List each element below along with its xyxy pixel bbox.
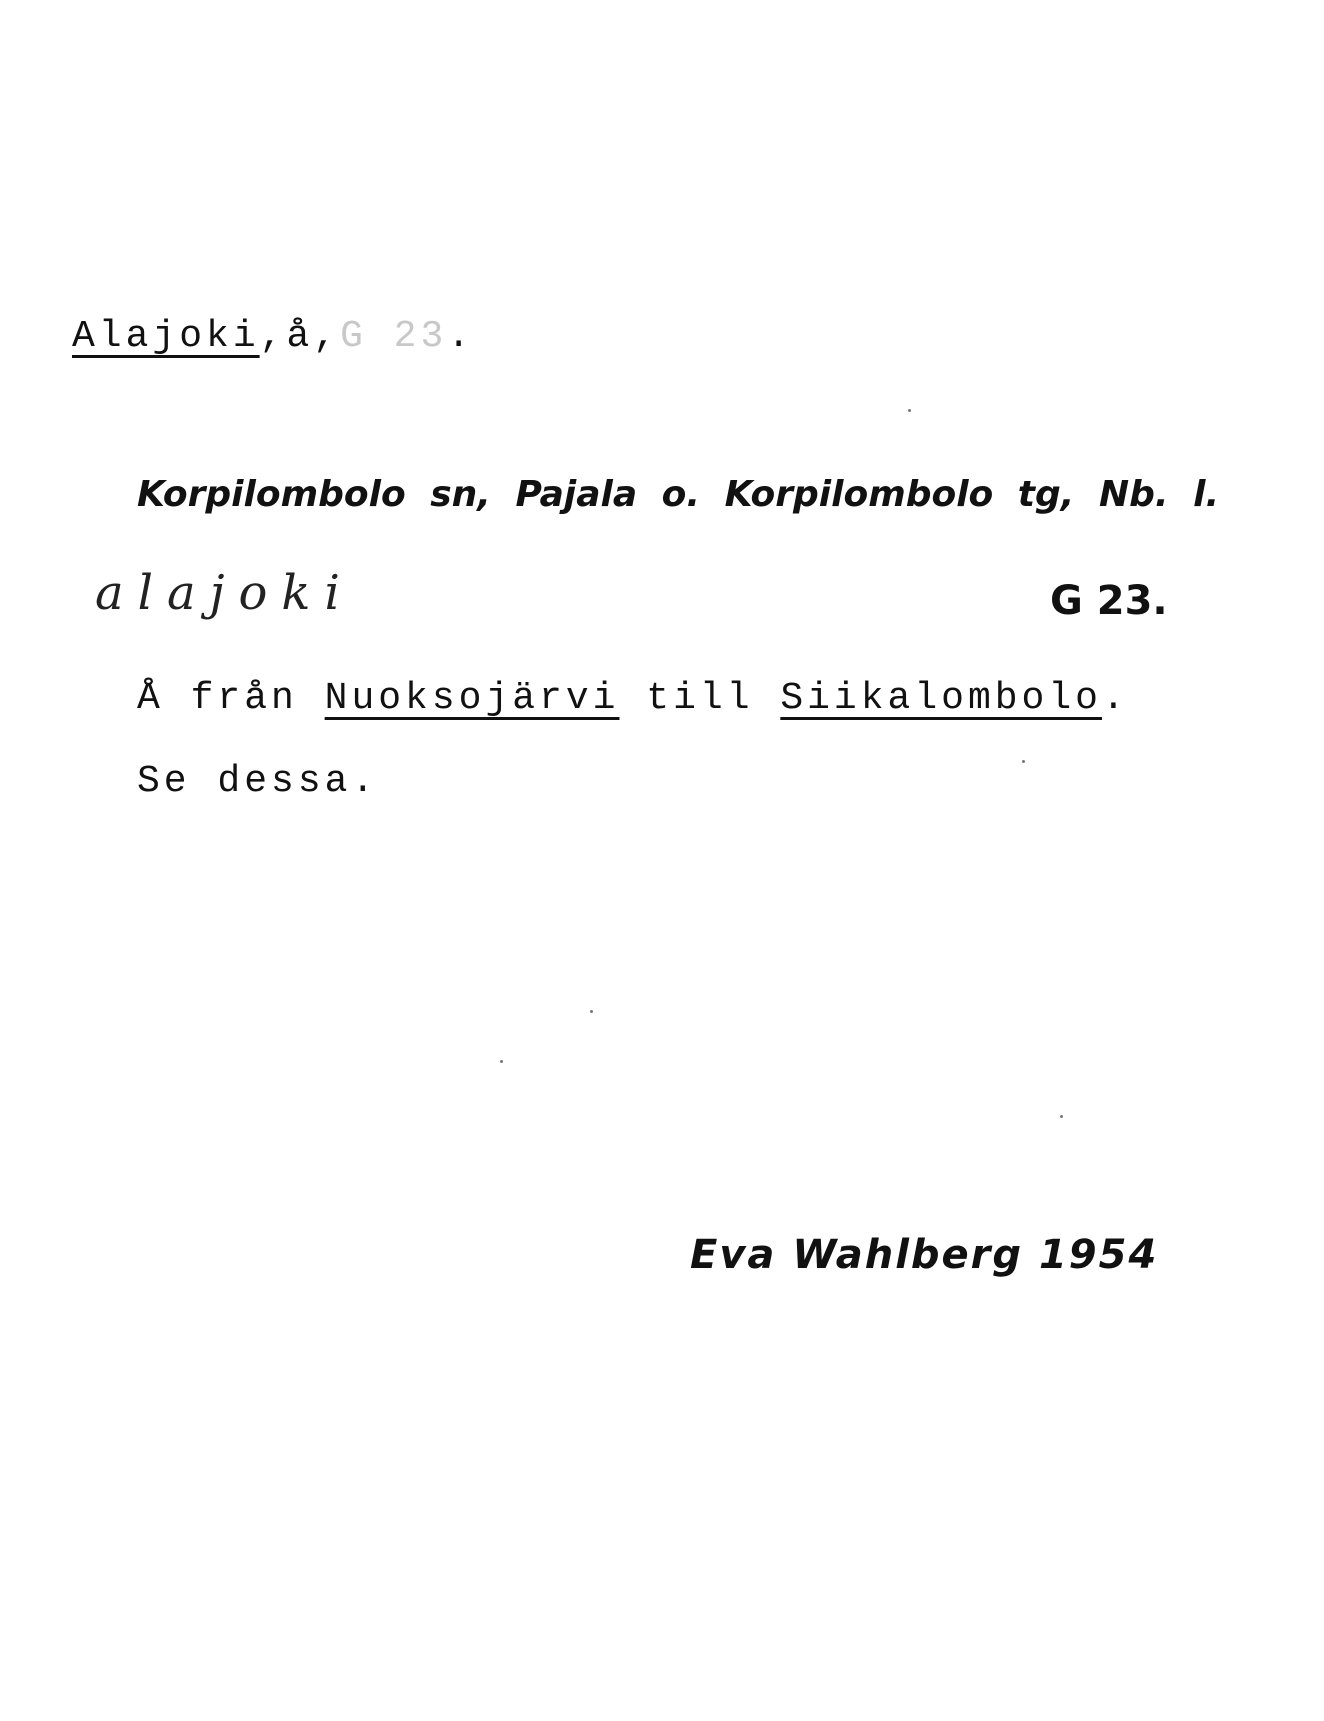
scan-speck <box>1060 1115 1063 1118</box>
see-also-line: Se dessa. <box>137 760 379 803</box>
description-prefix: Å från <box>137 677 298 720</box>
grid-reference: G 23. <box>1050 578 1168 624</box>
headword-line <box>72 315 474 358</box>
location-line: Korpilombolo sn, Pajala o. Korpilombolo tg, Nb. l. <box>137 474 1220 515</box>
scan-speck <box>590 1010 593 1013</box>
headword-suffix: ,å, <box>259 315 341 358</box>
faint-grid-ref: G 23 <box>340 315 448 358</box>
scan-speck <box>908 409 911 412</box>
description-middle: till <box>646 677 754 720</box>
place-link-siikalombolo: Siikalombolo <box>780 677 1102 720</box>
scan-speck <box>1022 760 1025 763</box>
place-link-nuoksojarvi: Nuoksojärvi <box>324 677 620 720</box>
headword: Alajoki <box>72 315 260 358</box>
scan-speck <box>500 1060 503 1063</box>
headword-end: . <box>447 315 475 358</box>
description-end: . <box>1101 677 1129 720</box>
description-line <box>137 677 1129 720</box>
handwritten-form: alajoki <box>95 565 354 621</box>
signature: Eva Wahlberg 1954 <box>690 1232 1159 1278</box>
